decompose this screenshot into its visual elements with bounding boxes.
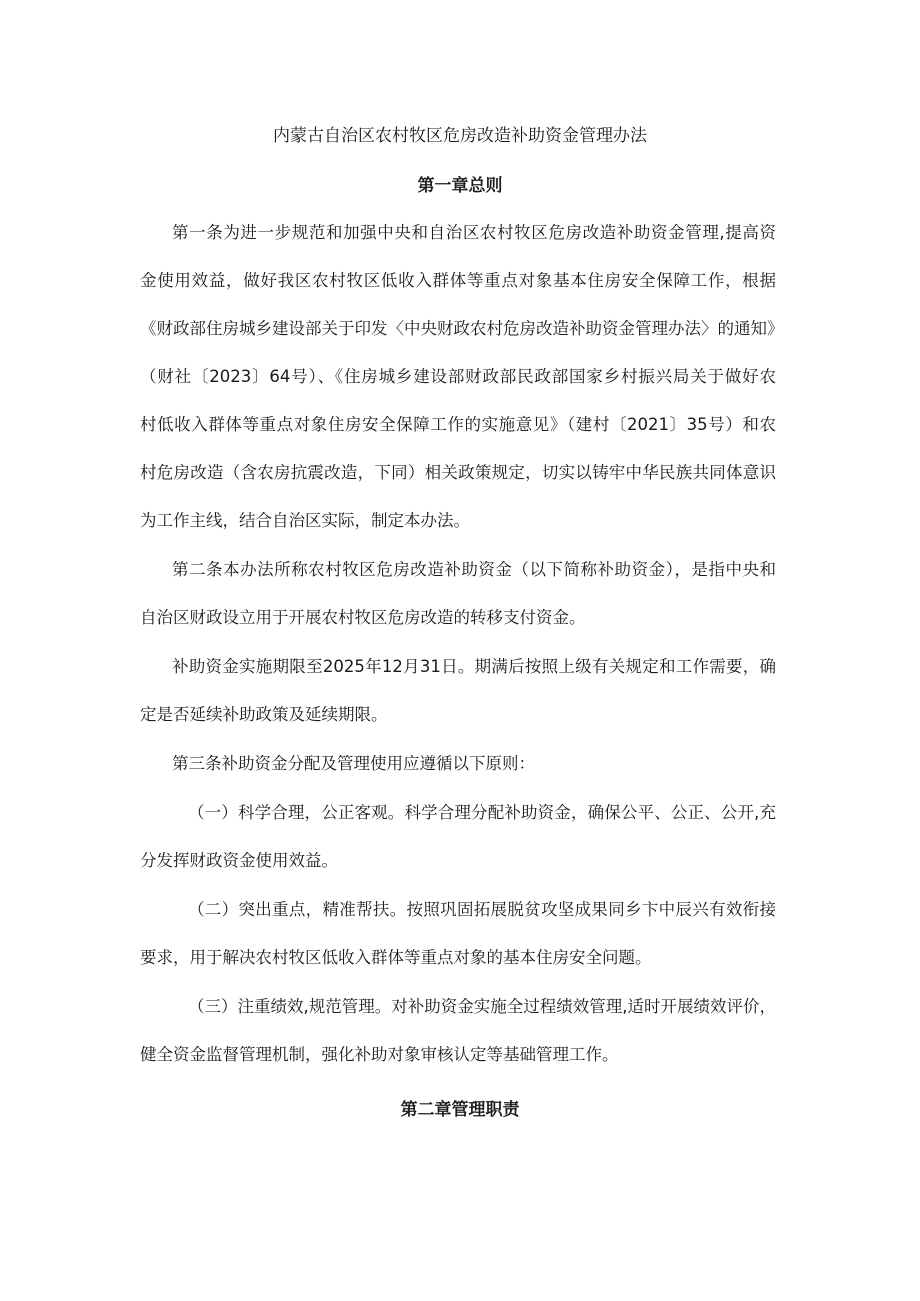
document-title: 内蒙古自治区农村牧区危房改造补助资金管理办法 — [273, 126, 647, 146]
paragraph-line: 村危房改造（含农房抗震改造，下同）相关政策规定，切实以铸牢中华民族共同体意识 — [140, 463, 776, 482]
paragraph-line: 健全资金监督管理机制，强化补助对象审核认定等基础管理工作。 — [140, 1045, 619, 1064]
paragraph-line: 第二条本办法所称农村牧区危房改造补助资金（以下简称补助资金），是指中央和 — [172, 560, 776, 579]
paragraph-line: 为工作主线，结合自治区实际，制定本办法。 — [140, 511, 470, 530]
chapter-heading: 第二章管理职责 — [400, 1100, 520, 1120]
paragraph-line: 村低收入群体等重点对象住房安全保障工作的实施意见》（建村〔2021〕35号）和农 — [140, 415, 776, 434]
paragraph-line: （二）突出重点，精准帮扶。按照巩固拓展脱贫攻坚成果同乡卞中辰兴有效衔接 — [188, 900, 776, 919]
chapter-heading: 第一章总则 — [417, 176, 503, 196]
paragraph-line: 第一条为进一步规范和加强中央和自治区农村牧区危房改造补助资金管理,提高资 — [172, 223, 776, 242]
paragraph-line: 分发挥财政资金使用效益。 — [140, 851, 338, 870]
paragraph-line: 第三条补助资金分配及管理使用应遵循以下原则： — [172, 754, 535, 773]
paragraph-line: 定是否延续补助政策及延续期限。 — [140, 705, 388, 724]
paragraph-line: （财社〔2023〕64号）、《住房城乡建设部财政部民政部国家乡村振兴局关于做好农 — [140, 367, 776, 386]
paragraph-line: 自治区财政设立用于开展农村牧区危房改造的转移支付资金。 — [140, 608, 586, 627]
paragraph-line: 要求，用于解决农村牧区低收入群体等重点对象的基本住房安全问题。 — [140, 948, 652, 967]
paragraph-line: 补助资金实施期限至2025年12月31日。期满后按照上级有关规定和工作需要，确 — [172, 657, 776, 676]
paragraph-line: （三）注重绩效,规范管理。对补助资金实施全过程绩效管理,适时开展绩效评价， — [188, 997, 776, 1016]
paragraph-line: 《财政部住房城乡建设部关于印发〈中央财政农村危房改造补助资金管理办法〉的通知》 — [140, 319, 784, 338]
paragraph-line: （一）科学合理，公正客观。科学合理分配补助资金，确保公平、公正、公开,充 — [188, 803, 776, 822]
paragraph-line: 金使用效益，做好我区农村牧区低收入群体等重点对象基本住房安全保障工作，根据 — [140, 271, 776, 290]
